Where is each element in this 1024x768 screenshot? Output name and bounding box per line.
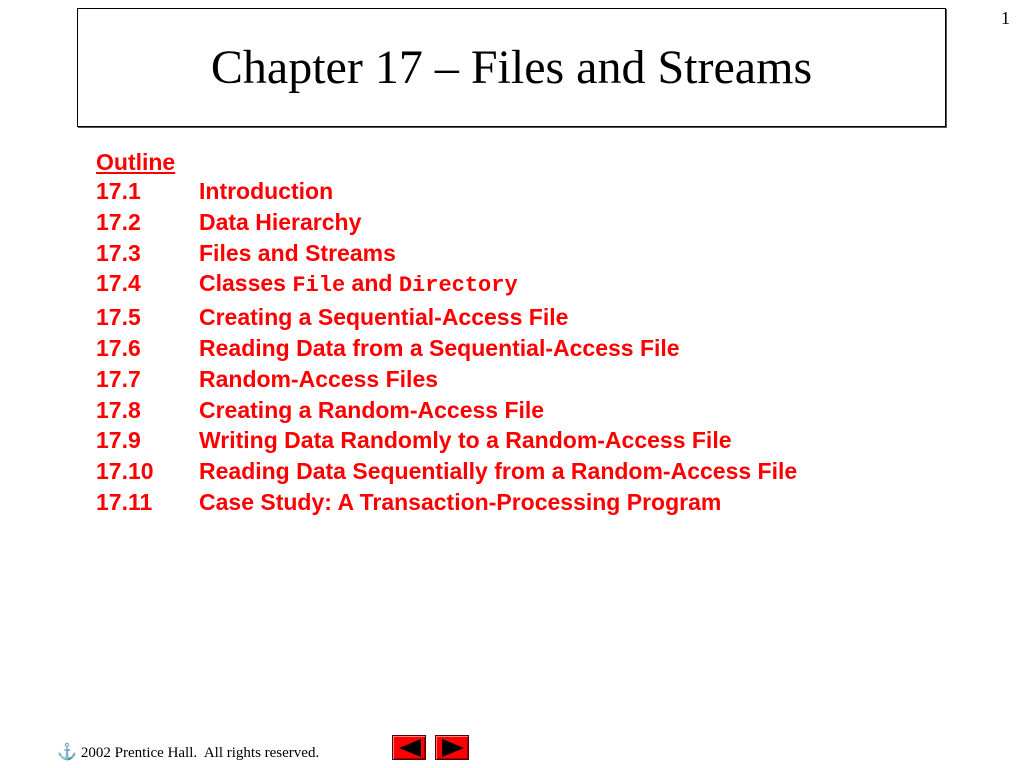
outline-item-number: 17.2 [96,208,141,235]
outline-item [96,364,797,395]
outline-item-text: Introduction [199,178,334,204]
code-file: File [292,273,346,299]
outline-item-number: 17.9 [96,427,141,454]
outline-item [96,176,797,207]
outline-item-number: 17.8 [96,396,141,423]
slide-title: Chapter 17 – Files and Streams [210,41,813,94]
copyright-anchor-icon: ⚓ [57,744,77,761]
outline-heading: Outline [96,149,176,175]
left-arrow-icon [399,739,421,757]
outline-item [96,456,797,487]
outline-item [96,333,797,364]
outline-item-text-prefix: Classes [199,270,293,297]
outline-item-number: 17.7 [96,365,141,392]
outline-item-number: 17.3 [96,239,141,266]
outline-item [96,395,797,426]
page-number: 1 [1001,8,1010,28]
outline [96,146,797,518]
outline-item [96,487,797,518]
outline-item [96,268,797,302]
outline-item [96,238,797,269]
outline-item-text: Case Study: A Transaction-Processing Program [199,488,722,515]
outline-item-text: Creating a Random-Access File [199,396,545,423]
outline-item-text: Reading Data from a Sequential-Access File [199,334,680,361]
outline-item [96,302,797,333]
outline-item-text: Data Hierarchy [199,208,362,235]
outline-item-text-mid: and [345,270,399,297]
right-arrow-icon [442,739,464,757]
outline-item-number: 17.4 [96,270,141,297]
previous-slide-button[interactable] [392,735,426,760]
outline-item-number: 17.5 [96,304,141,331]
outline-item-number: 17.11 [96,488,153,515]
outline-item-text: Reading Data Sequentially from a Random-Access File [199,458,798,485]
outline-item-text: Creating a Sequential-Access File [199,304,569,331]
outline-item-number: 17.6 [96,334,141,361]
outline-item-number: 17.1 [96,178,141,204]
title-box [77,8,946,127]
outline-item-text: Random-Access Files [199,365,439,392]
outline-item [96,425,797,456]
footer-copyright [57,742,319,762]
outline-item [96,207,797,238]
next-slide-button[interactable] [435,735,469,760]
outline-item-text: Writing Data Randomly to a Random-Access File [199,427,732,454]
outline-item-text: Files and Streams [199,239,396,266]
code-directory: Directory [398,273,518,299]
outline-item-number: 17.10 [96,458,154,485]
outline-item-text [199,268,518,302]
copyright-text: 2002 Prentice Hall. All rights reserved. [80,745,320,761]
